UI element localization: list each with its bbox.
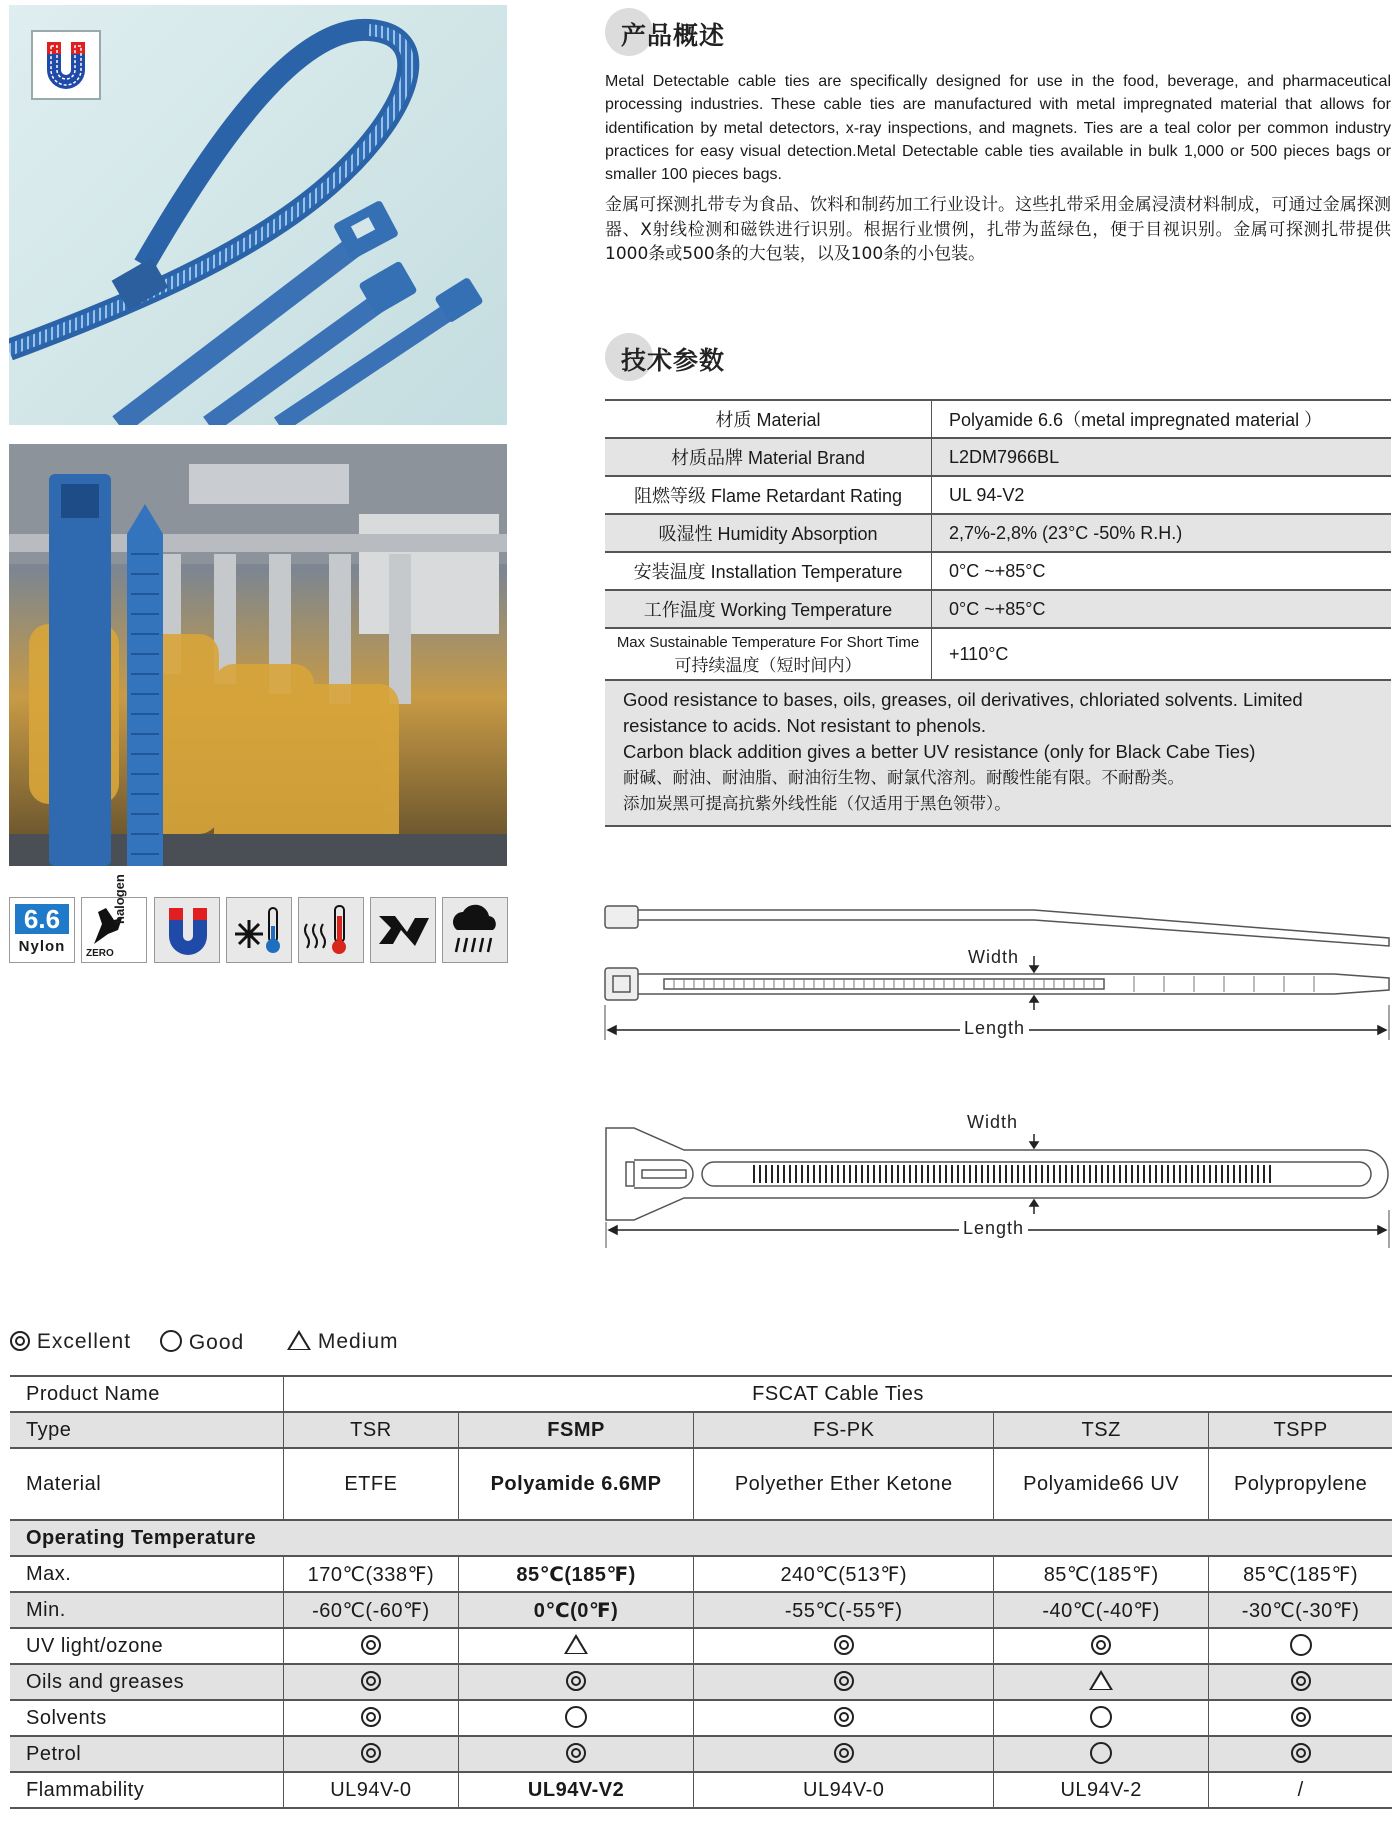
max-label: Max. <box>10 1556 284 1592</box>
row-max <box>10 1556 1392 1592</box>
nylon-icon <box>9 897 75 963</box>
rating-cell <box>1209 1736 1392 1772</box>
nylon-number: 6.6 <box>15 904 69 934</box>
specs-heading-text: 技术参数 <box>621 346 726 375</box>
spec-key: 阻燃等级 Flame Retardant Rating <box>605 476 932 514</box>
diagram2-width-label: Width <box>963 1112 1022 1133</box>
spec-row <box>605 590 1391 628</box>
legend-excellent-label: Excellent <box>36 1330 132 1353</box>
spec-value: Polyamide 6.6（metal impregnated material ） <box>932 400 1392 438</box>
weather-resistant-icon <box>442 897 508 963</box>
rating-label: Oils and greases <box>10 1664 284 1700</box>
spec-value: 0°C ~+85°C <box>932 590 1392 628</box>
legend-excellent <box>10 1330 131 1354</box>
legend-medium <box>287 1330 399 1354</box>
excellent-rating-icon <box>834 1743 854 1763</box>
spec-key: 安装温度 Installation Temperature <box>605 552 932 590</box>
rating-cell <box>284 1736 459 1772</box>
rating-cell <box>994 1736 1209 1772</box>
row-rating <box>10 1664 1392 1700</box>
row-rating <box>10 1736 1392 1772</box>
max-cell: 170℃(338℉) <box>284 1556 459 1592</box>
nylon-label: Nylon <box>18 938 66 955</box>
product-photo-cable-ties <box>9 5 507 425</box>
max-cell: 240℃(513℉) <box>694 1556 994 1592</box>
type-cell: FS-PK <box>694 1412 994 1448</box>
rating-cell <box>284 1628 459 1664</box>
medium-rating-icon <box>564 1634 588 1654</box>
min-cell: -55℃(-55℉) <box>694 1592 994 1628</box>
rating-cell <box>994 1628 1209 1664</box>
halogen-word-text: halogen <box>112 874 127 924</box>
type-cell: FSMP <box>458 1412 694 1448</box>
good-symbol-icon <box>160 1330 182 1352</box>
spec-value: L2DM7966BL <box>932 438 1392 476</box>
rating-cell <box>458 1736 694 1772</box>
rating-label: UV light/ozone <box>10 1628 284 1664</box>
excellent-symbol-icon <box>10 1331 30 1351</box>
spec-key: 材质 Material <box>605 400 932 438</box>
overview-text-en: Metal Detectable cable ties are specifically designed for use in the food, beverage, and pharmaceutical processing industries. These cable ties are manufactured with metal impregnated material that allows for identification by metal detectors, x-ray inspections, and magnets. Ties are a teal color per common industry practices for easy visual detection.Metal Detectable cable ties available in bulk 1,000 or 500 pieces bags or smaller 100 pieces bags. <box>605 73 1391 184</box>
note-line3: 耐碱、耐油、耐油脂、耐油衍生物、耐氯代溶剂。耐酸性能有限。不耐酚类。 <box>623 768 1184 787</box>
heat-resistant-icon <box>298 897 364 963</box>
excellent-rating-icon <box>834 1671 854 1691</box>
rating-cell <box>1209 1664 1392 1700</box>
medium-rating-icon <box>1089 1670 1113 1690</box>
spec-row <box>605 476 1391 514</box>
excellent-rating-icon <box>1091 1635 1111 1655</box>
specs-heading <box>605 333 725 381</box>
max-cell: 85℃(185℉) <box>458 1556 694 1592</box>
spec-value: UL 94-V2 <box>932 476 1392 514</box>
spec-key: 工作温度 Working Temperature <box>605 590 932 628</box>
flammability-cell: UL94V-0 <box>284 1772 459 1808</box>
rating-cell <box>458 1664 694 1700</box>
type-label: Type <box>10 1412 284 1448</box>
good-rating-icon <box>1090 1742 1112 1764</box>
application-photo-bottling-line <box>9 444 507 866</box>
spec-value: 2,7%-2,8% (23°C -50% R.H.) <box>932 514 1392 552</box>
note-line4: 添加炭黑可提高抗紫外线性能（仅适用于黑色领带）。 <box>623 794 1011 813</box>
rating-cell <box>284 1700 459 1736</box>
min-cell: -30℃(-30℉) <box>1209 1592 1392 1628</box>
row-product-name <box>10 1376 1392 1412</box>
row-min <box>10 1592 1392 1628</box>
flammability-cell: / <box>1209 1772 1392 1808</box>
material-cell: Polyether Ether Ketone <box>694 1448 994 1520</box>
note-line1: Good resistance to bases, oils, greases, oil derivatives, chloriated solvents. Limited resistance to acids. Not resistant to phenols. <box>623 689 1303 736</box>
short-time-key-line1: Max Sustainable Temperature For Short Time <box>616 634 920 651</box>
product-name-label: Product Name <box>10 1376 284 1412</box>
excellent-rating-icon <box>834 1707 854 1727</box>
comparison-table <box>10 1375 1392 1809</box>
operating-temp-label: Operating Temperature <box>10 1520 1392 1556</box>
rating-label: Petrol <box>10 1736 284 1772</box>
excellent-rating-icon <box>566 1743 586 1763</box>
legend-medium-label: Medium <box>317 1330 399 1353</box>
diagram2-length-label: Length <box>959 1218 1028 1239</box>
material-cell: Polyamide66 UV <box>994 1448 1209 1520</box>
rating-label: Solvents <box>10 1700 284 1736</box>
magnet-icon <box>154 897 220 963</box>
rating-cell <box>1209 1628 1392 1664</box>
spec-row <box>605 552 1391 590</box>
excellent-rating-icon <box>361 1635 381 1655</box>
min-label: Min. <box>10 1592 284 1628</box>
type-cell: TSPP <box>1209 1412 1392 1448</box>
row-type <box>10 1412 1392 1448</box>
legend-good-label: Good <box>188 1331 245 1354</box>
rating-cell <box>994 1700 1209 1736</box>
diagram1-width-label: Width <box>964 947 1023 968</box>
excellent-rating-icon <box>834 1635 854 1655</box>
spec-key: 材质品牌 Material Brand <box>605 438 932 476</box>
rating-cell <box>458 1628 694 1664</box>
flame-retardant-icon <box>370 897 436 963</box>
spec-row <box>605 438 1391 476</box>
material-cell: ETFE <box>284 1448 459 1520</box>
note-line2: Carbon black addition gives a better UV resistance (only for Black Cabe Ties) <box>623 741 1256 762</box>
flammability-label: Flammability <box>10 1772 284 1808</box>
row-operating-temperature <box>10 1520 1392 1556</box>
excellent-rating-icon <box>1291 1671 1311 1691</box>
good-rating-icon <box>565 1706 587 1728</box>
feature-icon-row <box>9 874 507 965</box>
legend-good <box>160 1330 244 1355</box>
excellent-rating-icon <box>361 1743 381 1763</box>
spec-key-short-time <box>605 628 932 680</box>
short-time-key-line2: 可持续温度（短时间内） <box>674 656 862 675</box>
rating-cell <box>694 1628 994 1664</box>
flammability-cell: UL94V-0 <box>694 1772 994 1808</box>
excellent-rating-icon <box>361 1671 381 1691</box>
spec-table <box>605 399 1391 827</box>
zero-halogen-icon <box>81 874 147 963</box>
halogen-zero-text: ZERO <box>86 948 114 959</box>
overview-heading-text: 产品概述 <box>621 21 726 50</box>
cold-resistant-icon <box>226 897 292 963</box>
row-rating <box>10 1628 1392 1664</box>
flammability-cell: UL94V-V2 <box>458 1772 694 1808</box>
row-flammability <box>10 1772 1392 1808</box>
spec-note-row <box>605 680 1391 826</box>
spec-note <box>605 680 1391 826</box>
spec-value: 0°C ~+85°C <box>932 552 1392 590</box>
product-name-value: FSCAT Cable Ties <box>284 1376 1393 1412</box>
spec-key: 吸湿性 Humidity Absorption <box>605 514 932 552</box>
material-label: Material <box>10 1448 284 1520</box>
max-cell: 85℃(185℉) <box>994 1556 1209 1592</box>
excellent-rating-icon <box>1291 1743 1311 1763</box>
material-cell: Polypropylene <box>1209 1448 1392 1520</box>
overview-heading <box>605 8 725 56</box>
rating-cell <box>284 1664 459 1700</box>
max-cell: 85℃(185℉) <box>1209 1556 1392 1592</box>
type-cell: TSR <box>284 1412 459 1448</box>
medium-symbol-icon <box>287 1330 311 1350</box>
metal-detectable-badge-icon <box>31 30 101 100</box>
excellent-rating-icon <box>1291 1707 1311 1727</box>
min-cell: 0℃(0℉) <box>458 1592 694 1628</box>
min-cell: -40℃(-40℉) <box>994 1592 1209 1628</box>
diagram1-length-label: Length <box>960 1018 1029 1039</box>
rating-cell <box>694 1664 994 1700</box>
min-cell: -60℃(-60℉) <box>284 1592 459 1628</box>
rating-cell <box>458 1700 694 1736</box>
row-material <box>10 1448 1392 1520</box>
excellent-rating-icon <box>361 1707 381 1727</box>
spec-value: +110°C <box>932 628 1392 680</box>
good-rating-icon <box>1090 1706 1112 1728</box>
spec-row <box>605 400 1391 438</box>
spec-row <box>605 514 1391 552</box>
row-rating <box>10 1700 1392 1736</box>
flammability-cell: UL94V-2 <box>994 1772 1209 1808</box>
type-cell: TSZ <box>994 1412 1209 1448</box>
rating-cell <box>994 1664 1209 1700</box>
rating-cell <box>1209 1700 1392 1736</box>
rating-cell <box>694 1700 994 1736</box>
rating-cell <box>694 1736 994 1772</box>
material-cell: Polyamide 6.6MP <box>458 1448 694 1520</box>
good-rating-icon <box>1290 1634 1312 1656</box>
overview-text-cn: 金属可探测扎带专为食品、饮料和制药加工行业设计。这些扎带采用金属浸渍材料制成，可通过金属探测器、X射线检测和磁铁进行识别。根据行业惯例，扎带为蓝绿色，便于目视识别。金属可探测扎带提供1000条或500条的大包装，以及100条的小包装。 <box>605 195 1391 264</box>
excellent-rating-icon <box>566 1671 586 1691</box>
spec-row-short-time <box>605 628 1391 680</box>
